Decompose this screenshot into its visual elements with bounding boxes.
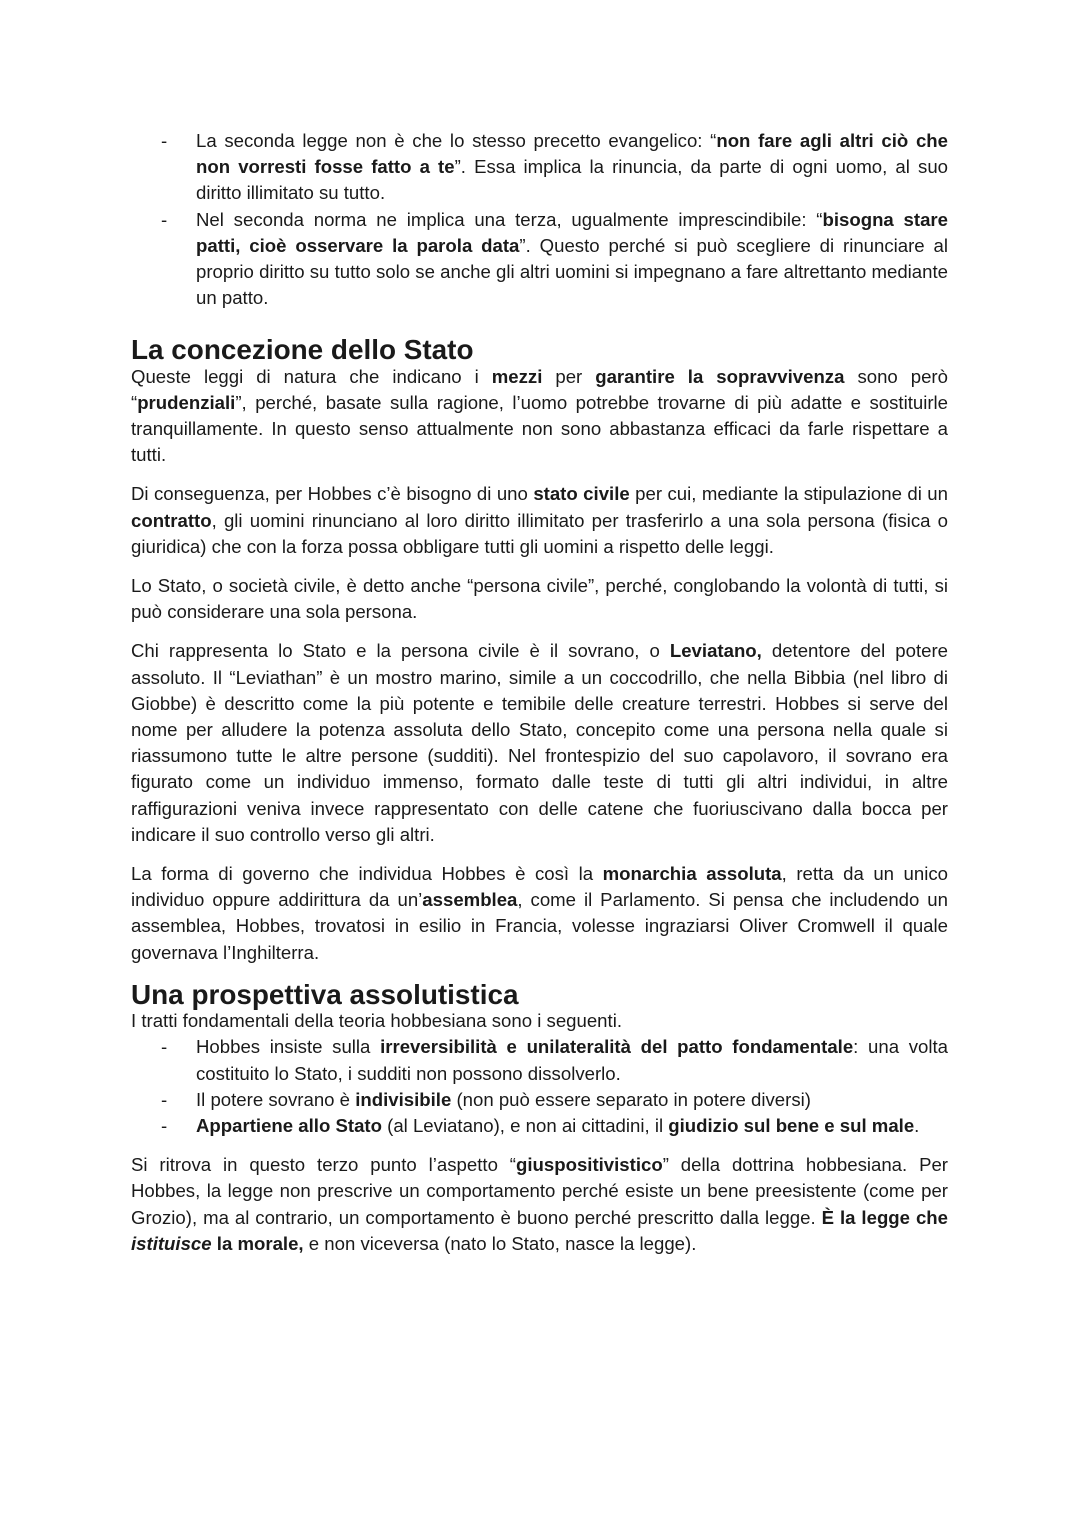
bold-text: monarchia assoluta bbox=[602, 863, 782, 885]
dash-bullet: - bbox=[161, 130, 168, 151]
text-run: Di conseguenza, per Hobbes c’è bisogno di uno bbox=[131, 483, 534, 505]
text-run: , retta da un unico individuo oppure addirittura da un’ bbox=[131, 863, 948, 911]
bold-text: garantire la sopravvivenza bbox=[595, 365, 845, 387]
text-run: detentore del potere assoluto. Il “Leviathan” è un mostro marino, simile a un coccodrillo, che nella Bibbia (nel libro di Giobbe) è descritto come la più potente e temibile delle creature terrestri. Hobbes si serve del nome per alludere la potenza assoluta dello Stato, concepito come una persona nella quale si riassumono tutte le altre persone (sudditi). Nel frontespizio del suo capolavoro, il sovrano era figurato come un individuo immenso, formato dalle teste di tutti gli altri individui, in altre raffigurazioni veniva invece rappresentato con delle catene che fuoriuscivano dalla bocca per indicare il suo controllo verso gli altri. bbox=[131, 640, 948, 845]
paragraph-giuspositivismo bbox=[131, 1152, 948, 1257]
list-item bbox=[131, 1034, 948, 1086]
text-run: ” della dottrina hobbesiana. Per Hobbes, la legge non prescrive un comportamento perché esiste un bene preesistente (come per Grozio), ma al contrario, un comportamento è buono perché prescritto dalla legge. bbox=[131, 1154, 949, 1228]
bold-text: giuspositivistico bbox=[516, 1154, 663, 1176]
bold-text: È la legge che bbox=[821, 1206, 948, 1228]
text-run: La forma di governo che individua Hobbes è così la bbox=[131, 863, 603, 885]
text-run: . bbox=[914, 1114, 920, 1136]
text-run: per bbox=[542, 365, 596, 387]
text-run: La seconda legge non è che lo stesso precetto evangelico: “ bbox=[196, 130, 717, 151]
list-item bbox=[131, 128, 948, 207]
dash-bullet: - bbox=[161, 1036, 168, 1058]
text-run: Hobbes insiste sulla bbox=[196, 1036, 381, 1058]
bold-text: giudizio sul bene e sul male bbox=[668, 1114, 915, 1136]
dash-bullet: - bbox=[161, 208, 168, 230]
text-run: , come il Parlamento. Si pensa che includendo un assemblea, Hobbes, trovatosi in esilio in Francia, volesse ingraziarsi Oliver Cromwell il quale governava l’Inghilterra. bbox=[131, 889, 948, 963]
text-run: Si ritrova in questo terzo punto l’aspetto “ bbox=[131, 1154, 516, 1176]
section-concezione-stato bbox=[131, 334, 948, 965]
bold-italic-text: istituisce bbox=[131, 1232, 212, 1254]
paragraph-leggi-natura bbox=[131, 364, 948, 469]
text-run: : una volta costituito lo Stato, i sudditi non possono dissolverlo. bbox=[196, 1036, 948, 1084]
text-run: ”. Essa implica la rinuncia, da parte di ogni uomo, al suo diritto illimitato su tutto. bbox=[196, 156, 948, 204]
list-item bbox=[131, 1113, 948, 1139]
paragraph-stato-civile bbox=[131, 481, 948, 560]
list-item bbox=[131, 1087, 948, 1113]
bold-text: assemblea bbox=[422, 889, 518, 911]
text-run: Il potere sovrano è bbox=[196, 1088, 356, 1110]
dash-bullet: - bbox=[161, 1114, 168, 1136]
text-run: ”. Questo perché si può scegliere di rinunciare al proprio diritto su tutto solo se anche gli altri uomini si impegnano a fare altrettanto mediante un patto. bbox=[196, 234, 948, 309]
paragraph-forma-governo bbox=[131, 861, 948, 966]
bold-text: mezzi bbox=[491, 365, 543, 387]
bold-text: prudenziali bbox=[137, 391, 236, 413]
section-prospettiva-assolutistica bbox=[131, 978, 949, 1257]
bold-text: Appartiene allo Stato bbox=[196, 1114, 382, 1136]
bold-text: stato civile bbox=[533, 483, 630, 505]
bold-text: bisogna stare patti, cioè osservare la parola data bbox=[196, 208, 948, 256]
bold-text: indivisibile bbox=[355, 1088, 452, 1110]
section-heading: Una prospettiva assolutistica bbox=[131, 978, 519, 1010]
text-run: Chi rappresenta lo Stato e la persona civile è il sovrano, o bbox=[131, 640, 670, 662]
bold-text: Leviatano, bbox=[669, 640, 762, 662]
text-run: sono però “ bbox=[131, 365, 948, 413]
text-run: Nel seconda norma ne implica una terza, ugualmente imprescindibile: “ bbox=[196, 208, 823, 230]
intro-law-list bbox=[131, 128, 948, 311]
bold-text: la morale, bbox=[211, 1232, 304, 1254]
text-run: e non viceversa (nato lo Stato, nasce la legge). bbox=[303, 1232, 697, 1254]
paragraph-leviatano bbox=[131, 638, 948, 848]
bold-text: contratto bbox=[131, 509, 212, 531]
text-run: Lo Stato, o società civile, è detto anche “persona civile”, perché, conglobando la volontà di tutti, si può considerare una sola persona. bbox=[131, 575, 948, 623]
text-run: Queste leggi di natura che indicano i bbox=[131, 365, 492, 387]
list-item bbox=[131, 207, 948, 312]
paragraph-intro: I tratti fondamentali della teoria hobbesiana sono i seguenti. bbox=[131, 1010, 622, 1032]
tratti-list bbox=[131, 1034, 948, 1139]
text-run: per cui, mediante la stipulazione di un bbox=[629, 483, 948, 505]
text-run: ”, perché, basate sulla ragione, l’uomo potrebbe trovarne di più adatte e sostituirle tranquillamente. In questo senso attualmente non sono abbastanza efficaci da farle rispettare a tutti. bbox=[131, 391, 948, 466]
bold-text: non fare agli altri ciò che non vorresti fosse fatto a te bbox=[196, 130, 948, 178]
text-run: (al Leviatano), e non ai cittadini, il bbox=[381, 1114, 669, 1136]
document-page bbox=[131, 128, 948, 1270]
text-run: (non può essere separato in potere diversi) bbox=[451, 1088, 811, 1110]
bold-text: irreversibilità e unilateralità del patto fondamentale bbox=[380, 1036, 854, 1058]
text-run: , gli uomini rinunciano al loro diritto illimitato per trasferirlo a una sola persona (fisica o giuridica) che con la forza possa obbligare tutti gli uomini a rispetto delle leggi. bbox=[131, 509, 948, 557]
dash-bullet: - bbox=[161, 1088, 168, 1110]
section-heading: La concezione dello Stato bbox=[131, 334, 474, 366]
paragraph-persona-civile bbox=[131, 573, 948, 625]
